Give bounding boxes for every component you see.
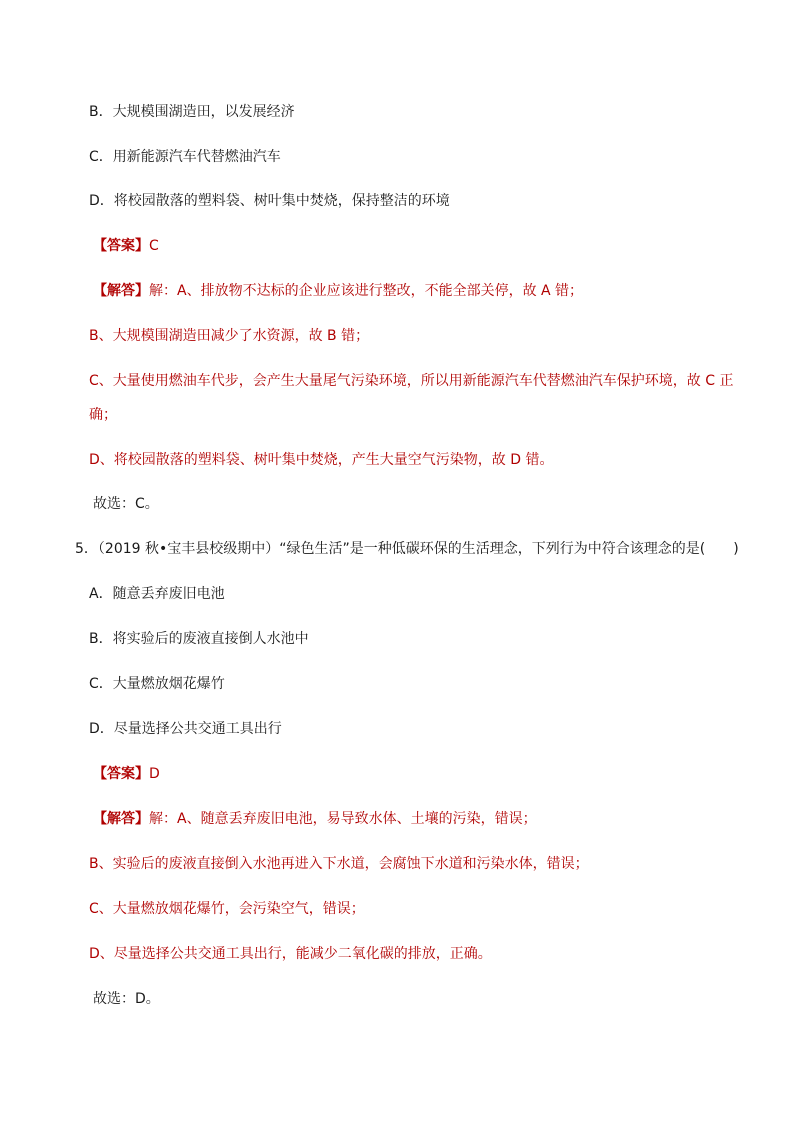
q4-analysis-c-2: 确；: [89, 407, 117, 423]
q4-option-c: C．用新能源汽车代替燃油汽车: [89, 149, 281, 165]
q5-answer-value: D: [149, 766, 160, 782]
q4-analysis-b: B、大规模围湖造田减少了水资源，故 B 错；: [89, 328, 370, 344]
q5-option-b: B．将实验后的废液直接倒人水池中: [89, 631, 309, 647]
q4-answer-value: C: [149, 238, 159, 254]
q4-analysis-tag: 【解答】: [93, 283, 149, 299]
q4-answer-tag: 【答案】: [93, 238, 149, 254]
q4-option-d: D．将校园散落的塑料袋、树叶集中焚烧，保持整洁的环境: [89, 193, 450, 209]
q4-analysis-d: D、将校园散落的塑料袋、树叶集中焚烧，产生大量空气污染物，故 D 错。: [89, 452, 554, 468]
q5-option-a: A．随意丢弃废旧电池: [89, 586, 225, 602]
q5-analysis-c: C、大量燃放烟花爆竹，会污染空气，错误；: [89, 901, 365, 917]
q4-option-b: B．大规模围湖造田，以发展经济: [89, 104, 295, 120]
q5-option-d: D．尽量选择公共交通工具出行: [89, 721, 282, 737]
q5-analysis-a-text: 解：A、随意丢弃废旧电池，易导致水体、土壤的污染，错误；: [149, 811, 537, 827]
q4-analysis-c-1: C、大量使用燃油车代步，会产生大量尾气污染环境，所以用新能源汽车代替燃油汽车保护环境，故 C 正: [89, 373, 734, 389]
q5-analysis-tag: 【解答】: [93, 811, 149, 827]
q4-answer: [93, 236, 159, 256]
q5-analysis-a: [93, 809, 537, 829]
q5-stem: 5．（2019 秋•宝丰县校级期中）“绿色生活”是一种低碳环保的生活理念，下列行为中符合该理念的是( ): [75, 541, 739, 557]
q5-answer: [93, 764, 160, 784]
q4-conclusion: 故选：C。: [93, 496, 159, 512]
q4-analysis-a-text: 解：A、排放物不达标的企业应该进行整改，不能全部关停，故 A 错；: [149, 283, 584, 299]
q5-answer-tag: 【答案】: [93, 766, 149, 782]
q5-analysis-d: D、尽量选择公共交通工具出行，能减少二氧化碳的排放，正确。: [89, 946, 492, 962]
q5-conclusion: 故选：D。: [93, 991, 160, 1007]
q4-analysis-a: [93, 281, 583, 301]
q5-analysis-b: B、实验后的废液直接倒入水池再进入下水道，会腐蚀下水道和污染水体，错误；: [89, 856, 589, 872]
q5-option-c: C．大量燃放烟花爆竹: [89, 676, 225, 692]
